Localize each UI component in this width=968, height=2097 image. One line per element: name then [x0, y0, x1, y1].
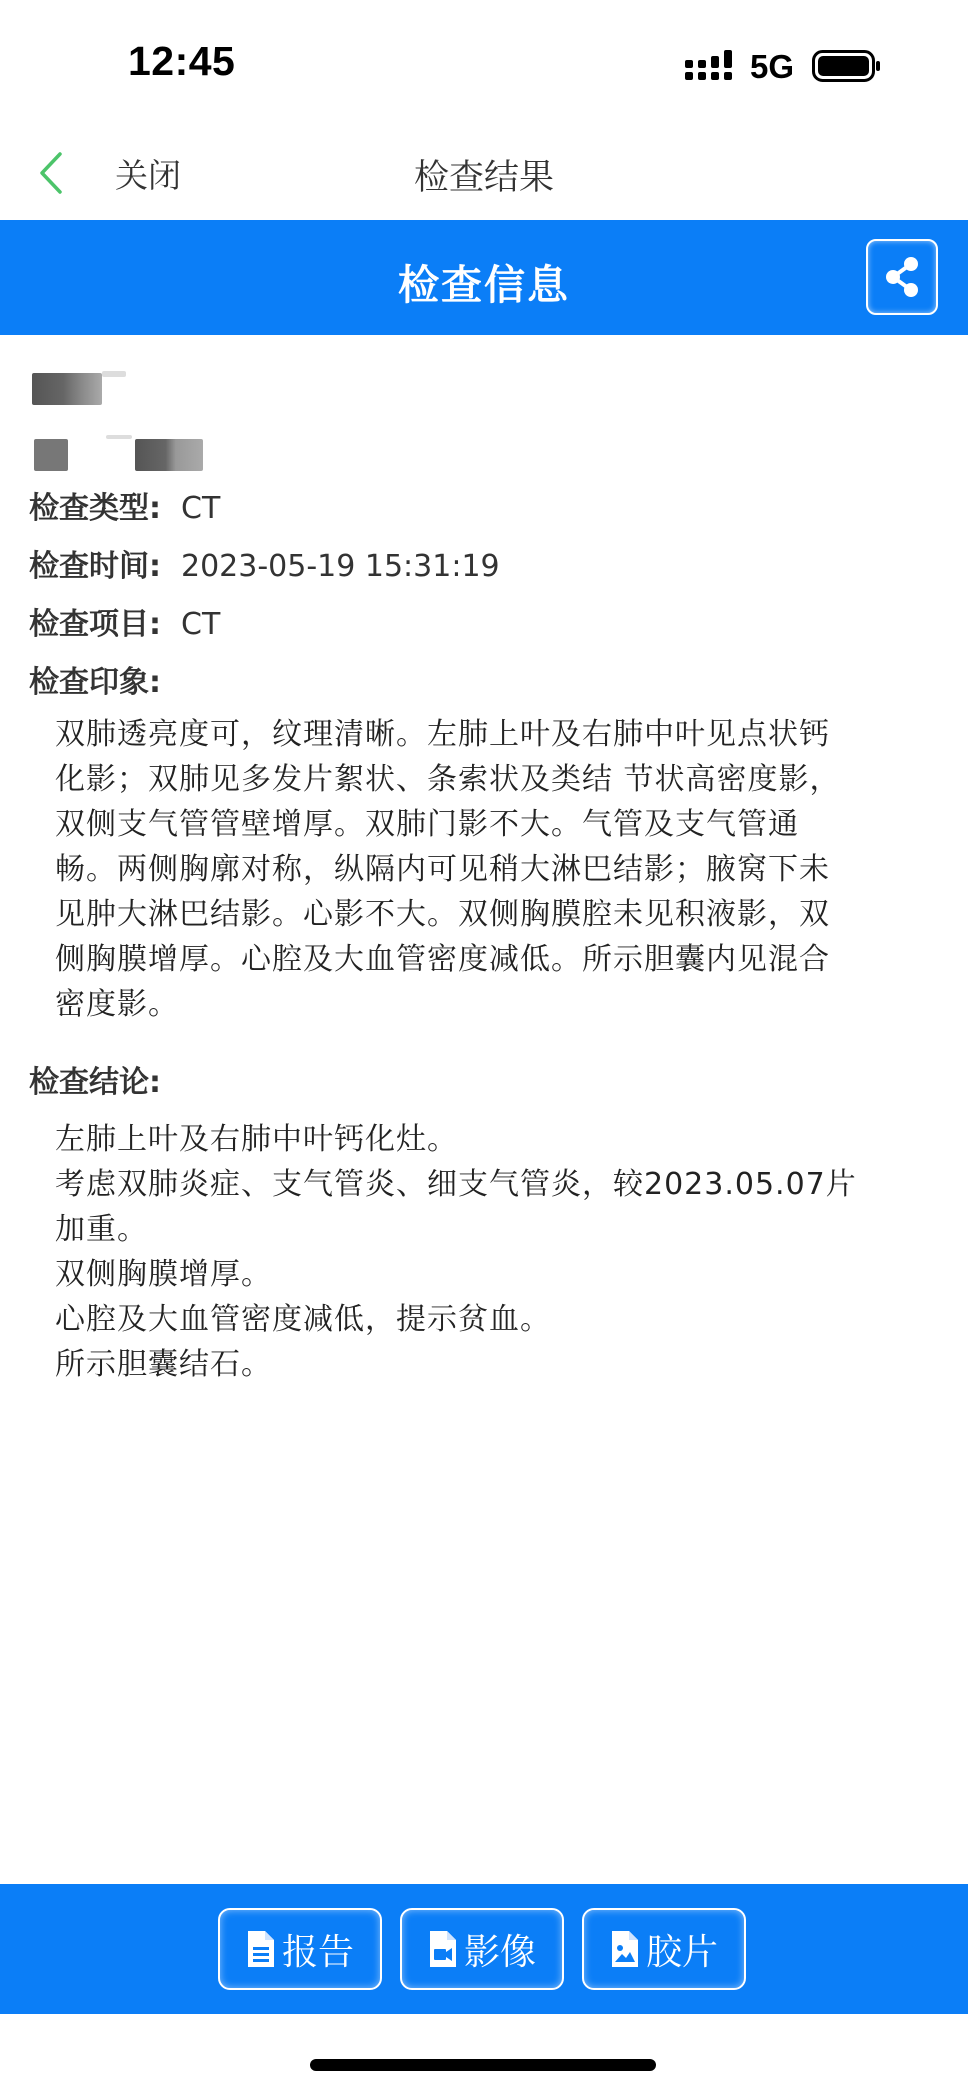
impression-line: 双侧支气管管壁增厚。双肺门影不大。气管及支气管通 — [55, 807, 799, 842]
conclusion-line: 心腔及大血管密度减低，提示贫血。 — [55, 1302, 551, 1337]
field-exam-time — [29, 541, 500, 585]
redacted-id-2 — [135, 439, 203, 471]
status-bar — [0, 0, 968, 130]
conclusion-label: 检查结论: — [29, 1065, 161, 1100]
report-label: 报告 — [281, 1931, 354, 1973]
share-icon — [882, 255, 922, 299]
impression-line: 化影；双肺见多发片絮状、条索状及类结 节状高密度影， — [55, 762, 841, 797]
signal-icon — [685, 50, 735, 84]
conclusion-text — [55, 1117, 915, 1387]
battery-icon — [812, 49, 882, 83]
conclusion-line: 左肺上叶及右肺中叶钙化灶。 — [55, 1122, 458, 1157]
field-exam-type — [29, 483, 220, 527]
network-type: 5G — [750, 48, 795, 85]
image-file-icon — [610, 1929, 640, 1969]
field-label: 检查类型: — [29, 491, 161, 526]
section-header — [0, 220, 968, 335]
field-label: 检查时间: — [29, 549, 161, 584]
impression-heading — [29, 657, 161, 701]
conclusion-line: 所示胆囊结石。 — [55, 1347, 272, 1382]
section-title: 检查信息 — [398, 261, 570, 309]
impression-label: 检查印象: — [29, 665, 161, 700]
impression-line: 见肿大淋巴结影。心影不大。双侧胸膜腔未见积液影，双 — [55, 897, 830, 932]
field-value: CT — [181, 491, 221, 526]
document-icon — [246, 1929, 276, 1969]
impression-text — [55, 712, 915, 1027]
redacted-name — [32, 373, 102, 405]
field-value: 2023-05-19 15:31:19 — [181, 549, 500, 584]
impression-line: 畅。两侧胸廓对称，纵隔内可见稍大淋巴结影；腋窝下未 — [55, 852, 830, 887]
conclusion-heading — [29, 1057, 161, 1101]
impression-line: 双肺透亮度可，纹理清晰。左肺上叶及右肺中叶见点状钙 — [55, 717, 830, 752]
nav-title: 检查结果 — [413, 158, 554, 198]
close-button[interactable]: 关闭 — [115, 156, 181, 195]
nav-bar — [0, 130, 968, 220]
conclusion-line: 双侧胸膜增厚。 — [55, 1257, 272, 1292]
field-label: 检查项目: — [29, 607, 161, 642]
redacted-id-1 — [34, 439, 68, 471]
report-button[interactable] — [218, 1908, 382, 1990]
film-label: 胶片 — [645, 1931, 718, 1973]
conclusion-line: 加重。 — [55, 1212, 148, 1247]
field-value: CT — [181, 607, 221, 642]
impression-line: 侧胸膜增厚。心腔及大血管密度减低。所示胆囊内见混合 — [55, 942, 830, 977]
redacted-name-tail — [102, 371, 126, 377]
impression-line: 密度影。 — [55, 987, 179, 1022]
image-label: 影像 — [463, 1931, 536, 1973]
conclusion-line: 考虑双肺炎症、支气管炎、细支气管炎，较2023.05.07片 — [55, 1167, 857, 1202]
share-button[interactable] — [866, 239, 938, 315]
home-indicator[interactable] — [310, 2059, 656, 2071]
status-time: 12:45 — [128, 38, 236, 84]
redacted-id-tick — [106, 435, 132, 439]
bottom-toolbar — [0, 1884, 968, 2014]
video-file-icon — [428, 1929, 458, 1969]
field-exam-item — [29, 599, 220, 643]
image-button[interactable] — [400, 1908, 564, 1990]
film-button[interactable] — [582, 1908, 746, 1990]
